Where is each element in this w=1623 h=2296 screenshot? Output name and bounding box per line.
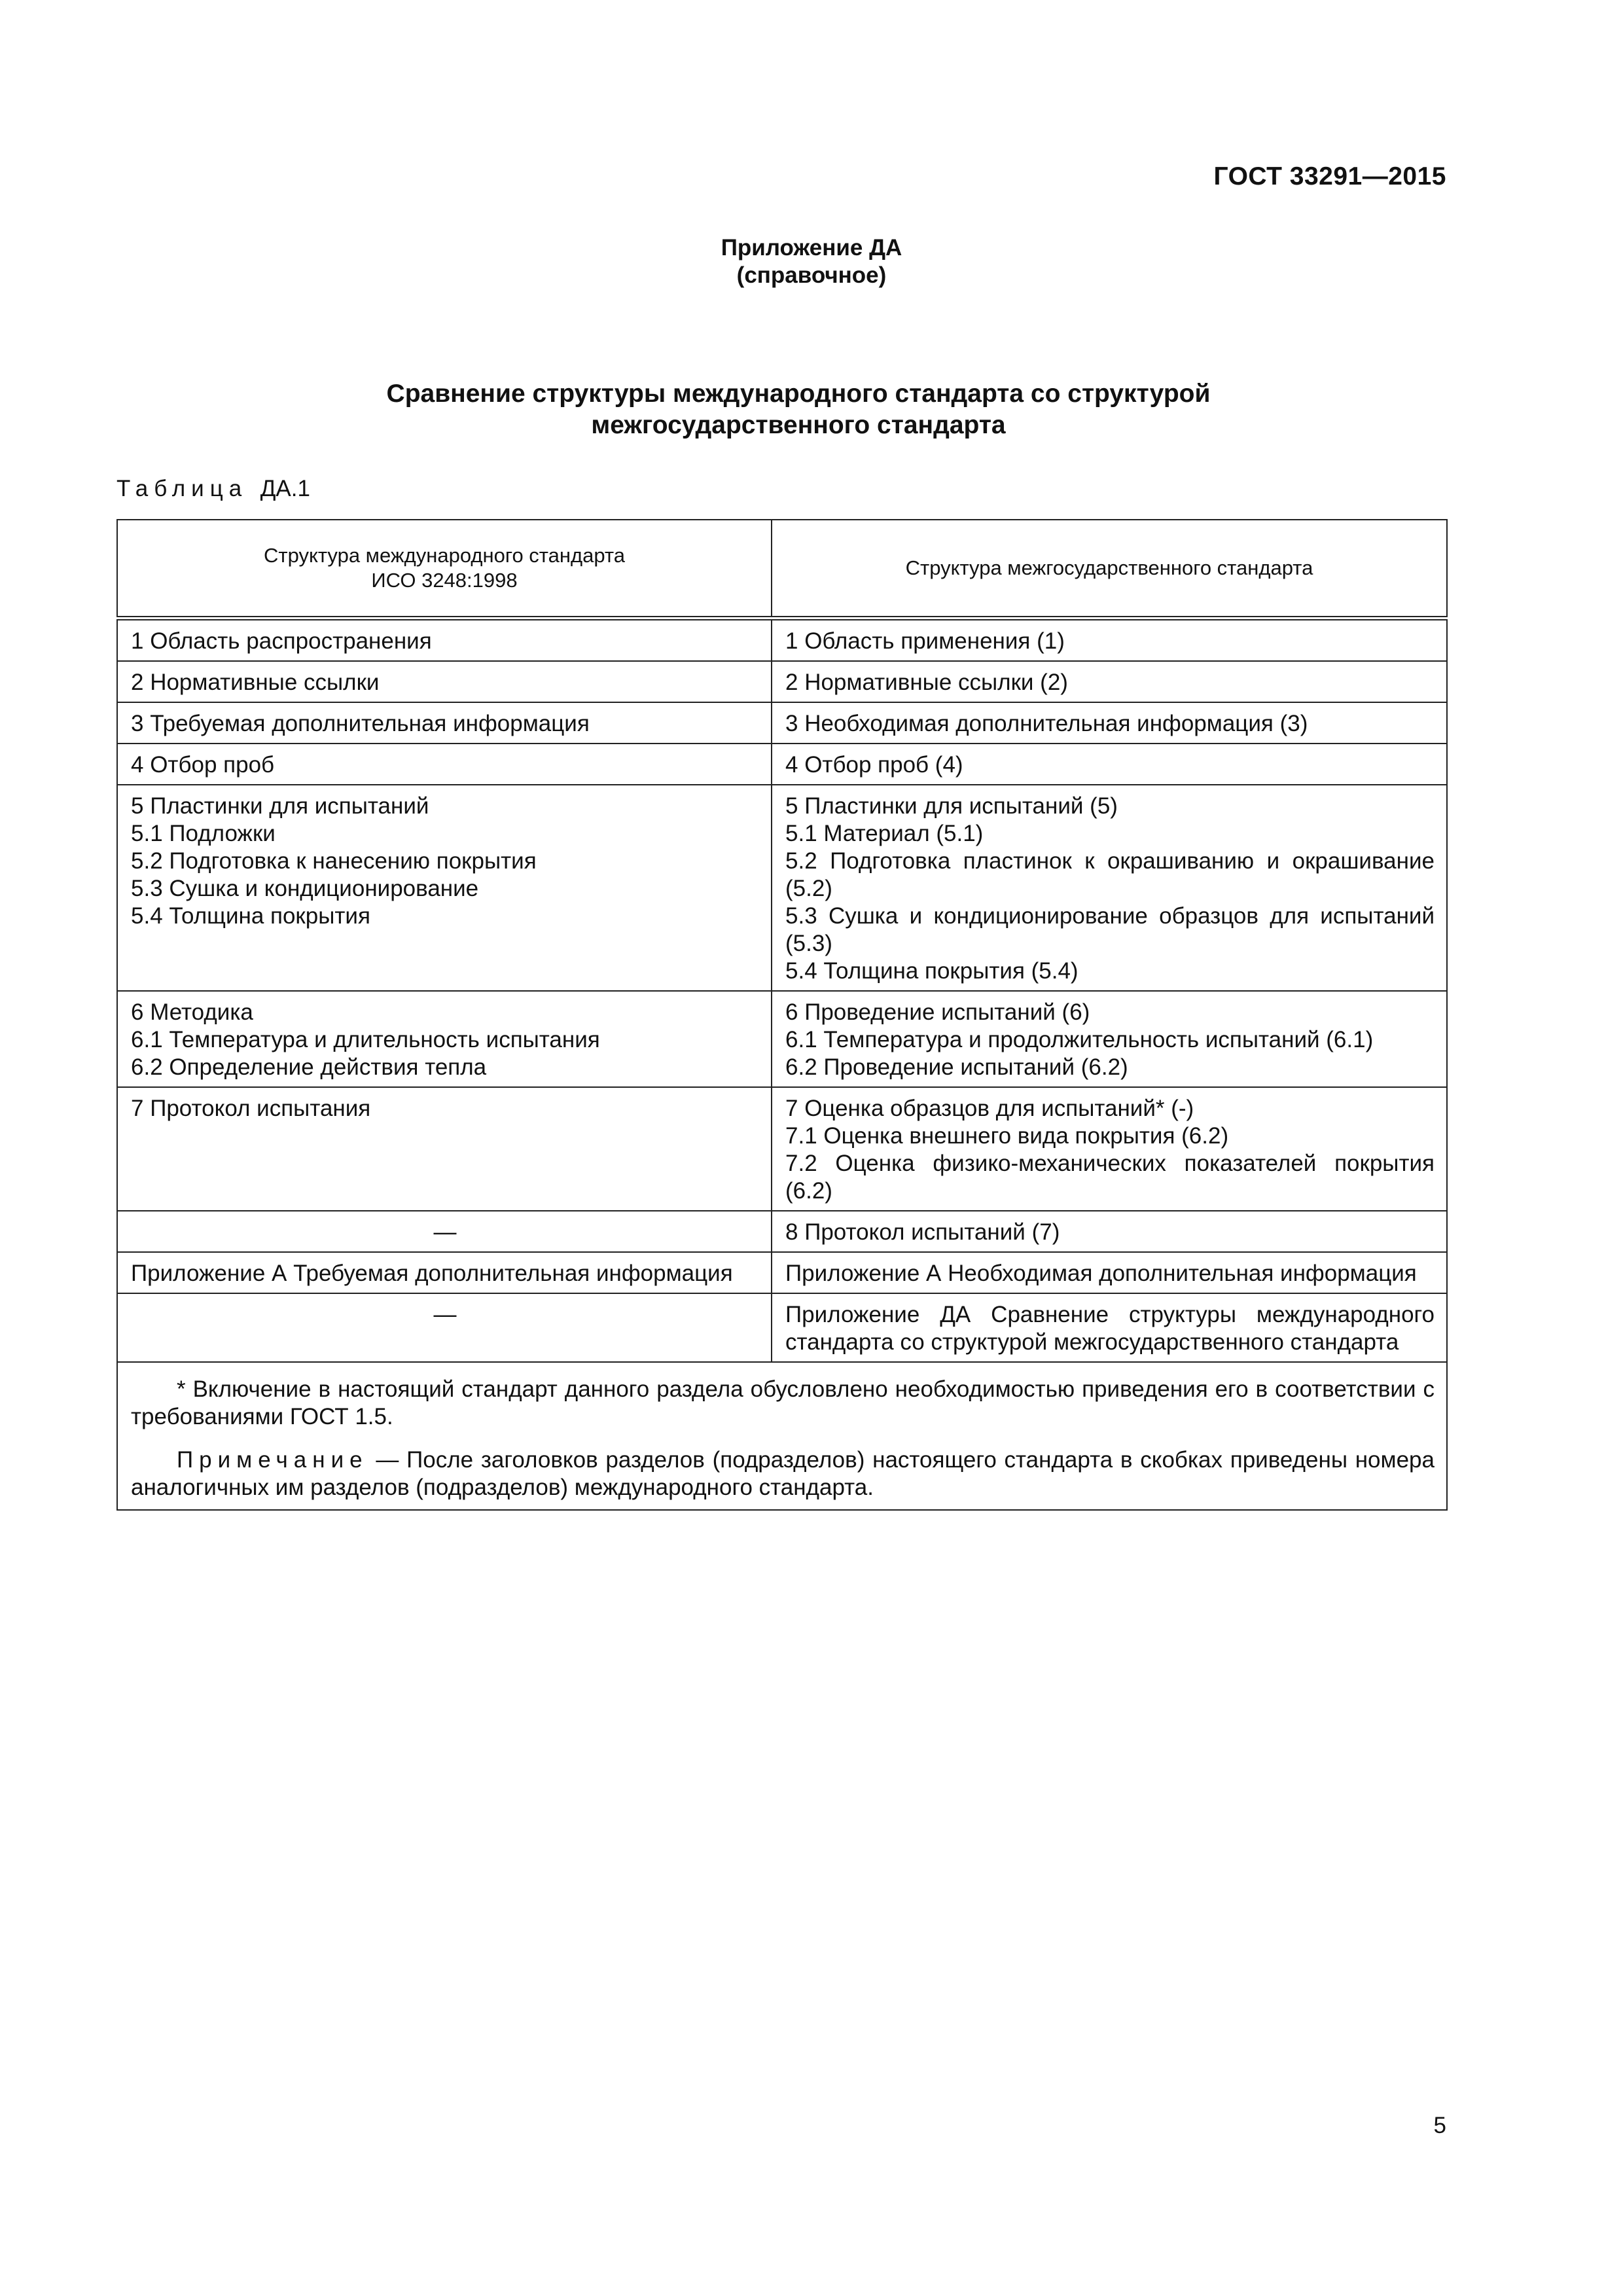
header-left-line-2: ИСО 3248:1998	[371, 569, 518, 592]
cell-international	[117, 1211, 772, 1252]
cell-line: 8 Протокол испытаний (7)	[785, 1219, 1060, 1245]
cell-line: —	[433, 1219, 457, 1245]
cell-line: 4 Отбор проб (4)	[785, 752, 963, 778]
cell-line: 7 Протокол испытания	[131, 1096, 371, 1121]
cell-interstate	[772, 661, 1447, 702]
cell-line: Приложение А Необходимая дополнительная информация	[785, 1261, 1417, 1286]
table-caption	[116, 476, 310, 502]
cell-line: Приложение А Требуемая дополнительная информация	[131, 1261, 733, 1286]
cell-line: 6.1 Температура и длительность испытания	[131, 1027, 600, 1052]
cell-international	[117, 1252, 772, 1293]
cell-international	[117, 991, 772, 1087]
cell-line: 6 Проведение испытаний (6)	[785, 999, 1090, 1025]
cell-line: 6.1 Температура и продолжительность испытаний (6.1)	[785, 1027, 1374, 1052]
header-left-line-1: Структура международного стандарта	[264, 544, 625, 567]
cell-line: 5.3 Сушка и кондиционирование образцов для испытаний (5.3)	[785, 903, 1435, 956]
table-footer-row	[117, 1362, 1447, 1510]
annex-subtitle: (справочное)	[736, 262, 887, 288]
cell-interstate	[772, 1211, 1447, 1252]
title-line-1: Сравнение структуры международного стандарта со структурой	[386, 380, 1211, 408]
table-row	[117, 661, 1447, 702]
cell-line: 7.2 Оценка физико-механических показателей покрытия (6.2)	[785, 1151, 1435, 1204]
cell-line: 5 Пластинки для испытаний (5)	[785, 793, 1118, 819]
cell-international	[117, 1293, 772, 1362]
cell-line: 6.2 Проведение испытаний (6.2)	[785, 1054, 1128, 1080]
cell-line: 4 Отбор проб	[131, 752, 275, 778]
table-row	[117, 1252, 1447, 1293]
table-caption-word: Таблица	[116, 476, 248, 501]
cell-line: 3 Требуемая дополнительная информация	[131, 711, 590, 736]
table-row	[117, 619, 1447, 662]
cell-international	[117, 744, 772, 785]
footnote: * Включение в настоящий стандарт данного раздела обусловлено необходимостью приведения его в соответствии с требованиями ГОСТ 1.5.	[131, 1376, 1435, 1429]
cell-line: 6 Методика	[131, 999, 253, 1025]
cell-interstate	[772, 1087, 1447, 1211]
cell-line: 5.4 Толщина покрытия (5.4)	[785, 958, 1079, 984]
cell-international	[117, 619, 772, 662]
cell-line: 5.1 Материал (5.1)	[785, 821, 984, 846]
table-row	[117, 744, 1447, 785]
cell-international	[117, 661, 772, 702]
cell-line: 5.4 Толщина покрытия	[131, 903, 370, 929]
comparison-table-container	[116, 519, 1446, 1511]
cell-line: 2 Нормативные ссылки	[131, 670, 380, 695]
cell-line: 5.1 Подложки	[131, 821, 276, 846]
header-international-structure	[117, 520, 772, 619]
table-caption-number: ДА.1	[260, 476, 310, 501]
cell-line: 5.2 Подготовка пластинок к окрашиванию и окрашивание (5.2)	[785, 848, 1435, 901]
cell-line: —	[433, 1302, 457, 1327]
cell-line: 1 Область применения (1)	[785, 628, 1065, 654]
cell-line: 6.2 Определение действия тепла	[131, 1054, 487, 1080]
cell-interstate	[772, 1293, 1447, 1362]
note-text: — После заголовков разделов (подразделов) настоящего стандарта в скобках приведены номера аналогичных им разделов (подразделов) международного стандарта.	[131, 1447, 1435, 1500]
table-body	[117, 619, 1447, 1363]
table-row	[117, 1087, 1447, 1211]
note	[131, 1446, 1435, 1501]
cell-international	[117, 785, 772, 991]
cell-interstate	[772, 619, 1447, 662]
document-title	[0, 378, 1597, 441]
table-row	[117, 1211, 1447, 1252]
header-right-text: Структура межгосударственного стандарта	[905, 556, 1313, 579]
cell-line: 5 Пластинки для испытаний	[131, 793, 429, 819]
cell-line: 1 Область распространения	[131, 628, 432, 654]
table-row	[117, 1293, 1447, 1362]
table-footer-cell	[117, 1362, 1447, 1510]
cell-line: Приложение ДА Сравнение структуры международного стандарта со структурой межгосударственного стандарта	[785, 1302, 1435, 1355]
cell-line: 2 Нормативные ссылки (2)	[785, 670, 1068, 695]
comparison-table	[116, 519, 1448, 1511]
cell-line: 3 Необходимая дополнительная информация (3)	[785, 711, 1308, 736]
gost-number-header: ГОСТ 33291—2015	[1213, 162, 1446, 190]
cell-line: 7.1 Оценка внешнего вида покрытия (6.2)	[785, 1123, 1229, 1149]
title-line-2: межгосударственного стандарта	[591, 411, 1006, 439]
cell-interstate	[772, 785, 1447, 991]
table-header-row	[117, 520, 1447, 619]
cell-interstate	[772, 991, 1447, 1087]
cell-international	[117, 702, 772, 744]
table-row	[117, 785, 1447, 991]
annex-title: Приложение ДА	[721, 235, 902, 260]
cell-line: 5.2 Подготовка к нанесению покрытия	[131, 848, 537, 874]
cell-line: 7 Оценка образцов для испытаний* (-)	[785, 1096, 1194, 1121]
note-word: Примечание	[177, 1447, 368, 1473]
cell-interstate	[772, 702, 1447, 744]
header-interstate-structure	[772, 520, 1447, 619]
table-row	[117, 702, 1447, 744]
cell-line: 5.3 Сушка и кондиционирование	[131, 876, 479, 901]
cell-international	[117, 1087, 772, 1211]
page-number: 5	[1433, 2113, 1446, 2138]
cell-interstate	[772, 1252, 1447, 1293]
table-row	[117, 991, 1447, 1087]
annex-heading	[0, 234, 1623, 289]
cell-interstate	[772, 744, 1447, 785]
